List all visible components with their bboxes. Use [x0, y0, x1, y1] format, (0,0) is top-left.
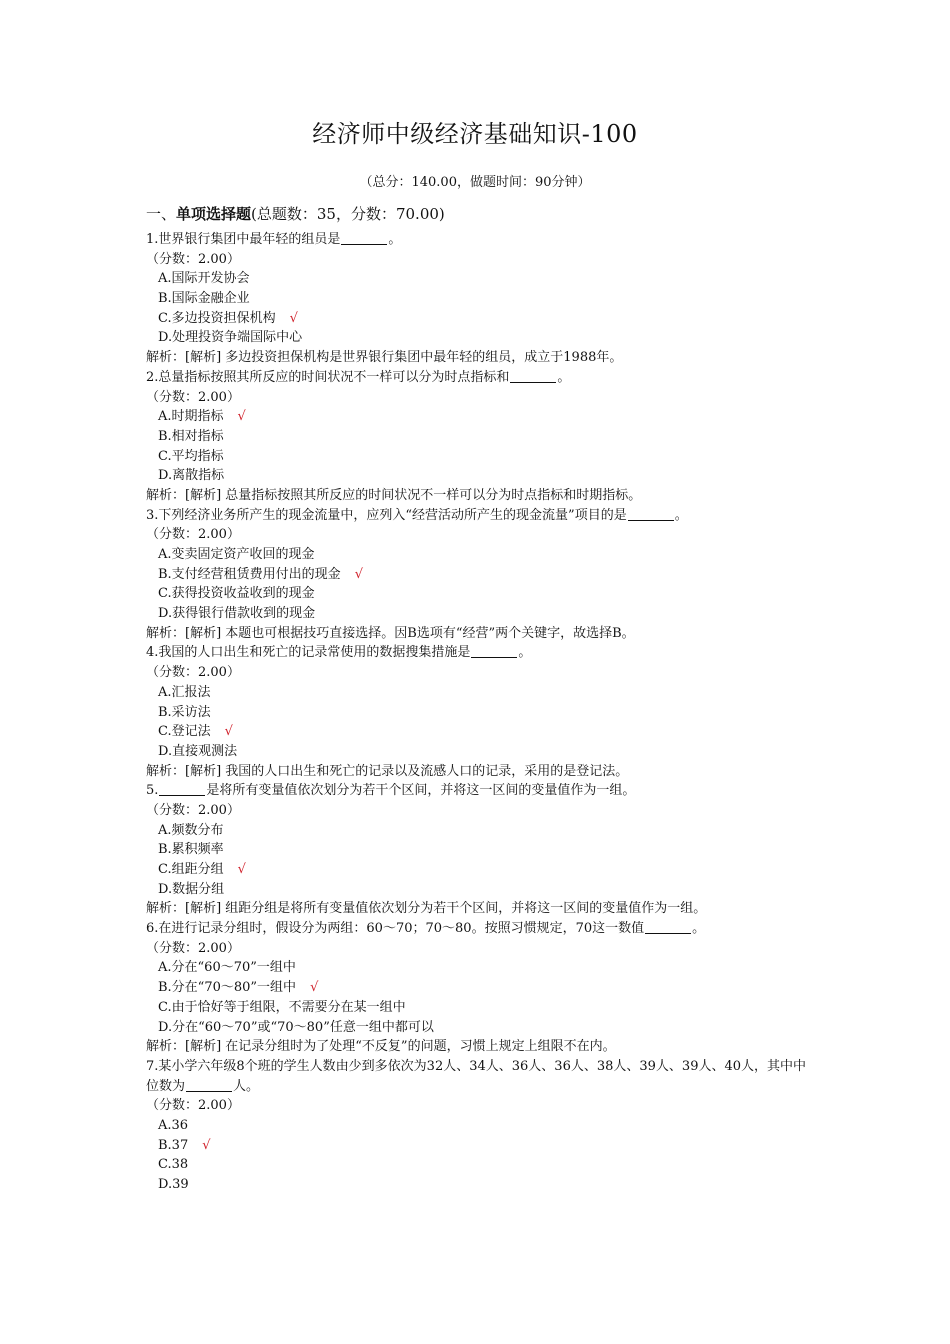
option-text: A.国际开发协会 — [158, 271, 250, 287]
section-info: (总题数：35，分数：70.00) — [251, 205, 445, 223]
answer-blank — [645, 920, 691, 934]
option-text: B.37 — [158, 1137, 189, 1153]
question-stem-tail: 。 — [557, 369, 571, 385]
option-item — [146, 1155, 806, 1175]
option-item — [146, 565, 806, 585]
option-item — [146, 958, 806, 978]
option-item — [146, 447, 806, 467]
option-item — [146, 466, 806, 486]
question-stem — [146, 368, 806, 388]
option-text: B.分在“70～80”一组中 — [158, 980, 297, 996]
page-subtitle: （总分：140.00，做题时间：90分钟） — [359, 175, 591, 190]
option-text: B.累积频率 — [158, 842, 224, 858]
option-item — [146, 289, 806, 309]
question-analysis: 解析：[解析] 我国的人口出生和死亡的记录以及流感人口的记录，采用的是登记法。 — [146, 763, 629, 779]
correct-check-icon: √ — [237, 409, 246, 425]
option-text: A.频数分布 — [158, 822, 224, 838]
question-analysis: 解析：[解析] 在记录分组时为了处理“不反复”的问题，习惯上规定上组限不在内。 — [146, 1039, 616, 1055]
option-text: A.分在“60～70”一组中 — [158, 960, 296, 976]
question-score: （分数：2.00） — [146, 389, 240, 405]
option-item — [146, 604, 806, 624]
question-analysis: 解析：[解析] 多边投资担保机构是世界银行集团中最年轻的组员，成立于1988年。 — [146, 350, 623, 366]
option-text: D.39 — [158, 1177, 189, 1193]
section-heading — [146, 203, 445, 224]
option-text: B.国际金融企业 — [158, 291, 250, 307]
answer-blank — [186, 1078, 232, 1092]
question-block — [146, 506, 806, 644]
option-text: C.组距分组 — [158, 862, 224, 877]
question-stem — [146, 919, 806, 939]
question-analysis: 解析：[解析] 本题也可根据技巧直接选择。因B选项有“经营”两个关键字，故选择B。 — [146, 625, 635, 641]
option-text: B.支付经营租赁费用付出的现金 — [158, 566, 341, 582]
question-stem — [146, 781, 806, 801]
option-text: D.获得银行借款收到的现金 — [158, 606, 316, 622]
question-score: （分数：2.00） — [146, 665, 240, 681]
option-item — [146, 1175, 806, 1195]
option-item — [146, 407, 806, 427]
option-text: A.36 — [158, 1117, 189, 1133]
answer-blank — [510, 369, 556, 383]
question-block — [146, 368, 806, 506]
option-item — [146, 880, 806, 900]
option-item — [146, 545, 806, 565]
question-stem-tail: 是将所有变量值依次划分为若干个区间，并将这一区间的变量值作为一组。 — [206, 783, 636, 799]
option-text: A.时期指标 — [158, 409, 224, 425]
option-item — [146, 683, 806, 703]
option-item — [146, 1116, 806, 1136]
option-item — [146, 269, 806, 289]
question-stem-text: 1.世界银行集团中最年轻的组员是 — [146, 232, 341, 247]
correct-check-icon: √ — [224, 724, 233, 740]
question-stem-tail: 。 — [692, 921, 706, 937]
question-stem-text: 3.下列经济业务所产生的现金流量中，应列入“经营活动所产生的现金流量”项目的是 — [146, 507, 627, 523]
option-item — [146, 860, 806, 880]
option-item — [146, 309, 806, 329]
option-text: D.直接观测法 — [158, 743, 238, 759]
question-stem-text: 4.我国的人口出生和死亡的记录常使用的数据搜集措施是 — [146, 645, 471, 661]
option-item — [146, 722, 806, 742]
option-text: D.处理投资争端国际中心 — [158, 330, 303, 346]
option-text: C.38 — [158, 1157, 189, 1173]
question-stem-tail: 。 — [518, 645, 532, 661]
question-score: （分数：2.00） — [146, 251, 240, 267]
question-score: （分数：2.00） — [146, 1098, 240, 1114]
question-stem-text: 6.在进行记录分组时，假设分为两组：60～70；70～80。按照习惯规定，70这一数值 — [146, 921, 645, 937]
question-stem — [146, 230, 806, 250]
answer-blank — [341, 231, 387, 245]
option-item — [146, 703, 806, 723]
option-text: A.汇报法 — [158, 684, 211, 700]
option-item — [146, 1136, 806, 1156]
question-stem-text: 5. — [146, 783, 159, 799]
option-item — [146, 840, 806, 860]
option-text: D.数据分组 — [158, 881, 225, 897]
question-block — [146, 643, 806, 781]
question-score: （分数：2.00） — [146, 802, 240, 818]
option-text: C.获得投资收益收到的现金 — [158, 586, 315, 602]
question-stem — [146, 643, 806, 663]
answer-blank — [471, 644, 517, 658]
correct-check-icon: √ — [202, 1137, 211, 1153]
page-title: 经济师中级经济基础知识-100 — [312, 120, 638, 148]
question-stem — [146, 1057, 806, 1096]
question-block — [146, 1057, 806, 1195]
option-text: C.登记法 — [158, 724, 211, 740]
question-score: （分数：2.00） — [146, 527, 240, 543]
question-stem-tail: 人。 — [233, 1078, 260, 1094]
question-analysis: 解析：[解析] 组距分组是将所有变量值依次划分为若干个区间，并将这一区间的变量值作为一组。 — [146, 901, 707, 917]
question-block — [146, 230, 806, 368]
option-item — [146, 821, 806, 841]
option-item — [146, 742, 806, 762]
option-text: B.采访法 — [158, 704, 211, 720]
option-text: D.分在“60～70”或“70～80”任意一组中都可以 — [158, 1019, 434, 1035]
option-item — [146, 427, 806, 447]
question-stem-text: 2.总量指标按照其所反应的时间状况不一样可以分为时点指标和 — [146, 369, 510, 385]
question-score: （分数：2.00） — [146, 940, 240, 956]
option-text: B.相对指标 — [158, 428, 224, 444]
option-text: A.变卖固定资产收回的现金 — [158, 547, 315, 562]
section-prefix: 一、 — [146, 205, 177, 223]
question-block — [146, 919, 806, 1057]
option-item — [146, 584, 806, 604]
correct-check-icon: √ — [237, 862, 246, 877]
correct-check-icon: √ — [354, 566, 363, 582]
option-text: C.平均指标 — [158, 448, 224, 464]
question-analysis: 解析：[解析] 总量指标按照其所反应的时间状况不一样可以分为时点指标和时期指标。 — [146, 487, 642, 503]
option-text: D.离散指标 — [158, 468, 225, 484]
answer-blank — [628, 507, 674, 521]
question-stem — [146, 506, 806, 526]
option-item — [146, 328, 806, 348]
answer-blank — [159, 782, 205, 796]
question-stem-text: 7.某小学六年级8个班的学生人数由少到多依次为32人、34人、36人、36人、38人、39人、39人、40人，其中中位数为 — [146, 1058, 807, 1094]
option-item — [146, 1018, 806, 1038]
question-stem-tail: 。 — [674, 507, 688, 523]
correct-check-icon: √ — [289, 310, 298, 326]
section-name: 单项选择题 — [176, 205, 252, 223]
correct-check-icon: √ — [310, 980, 319, 996]
option-text: C.多边投资担保机构 — [158, 310, 276, 326]
question-stem-tail: 。 — [388, 232, 402, 247]
option-text: C.由于恰好等于组限，不需要分在某一组中 — [158, 999, 406, 1015]
question-block — [146, 781, 806, 919]
question-list — [146, 230, 806, 1195]
option-item — [146, 998, 806, 1018]
option-item — [146, 978, 806, 998]
